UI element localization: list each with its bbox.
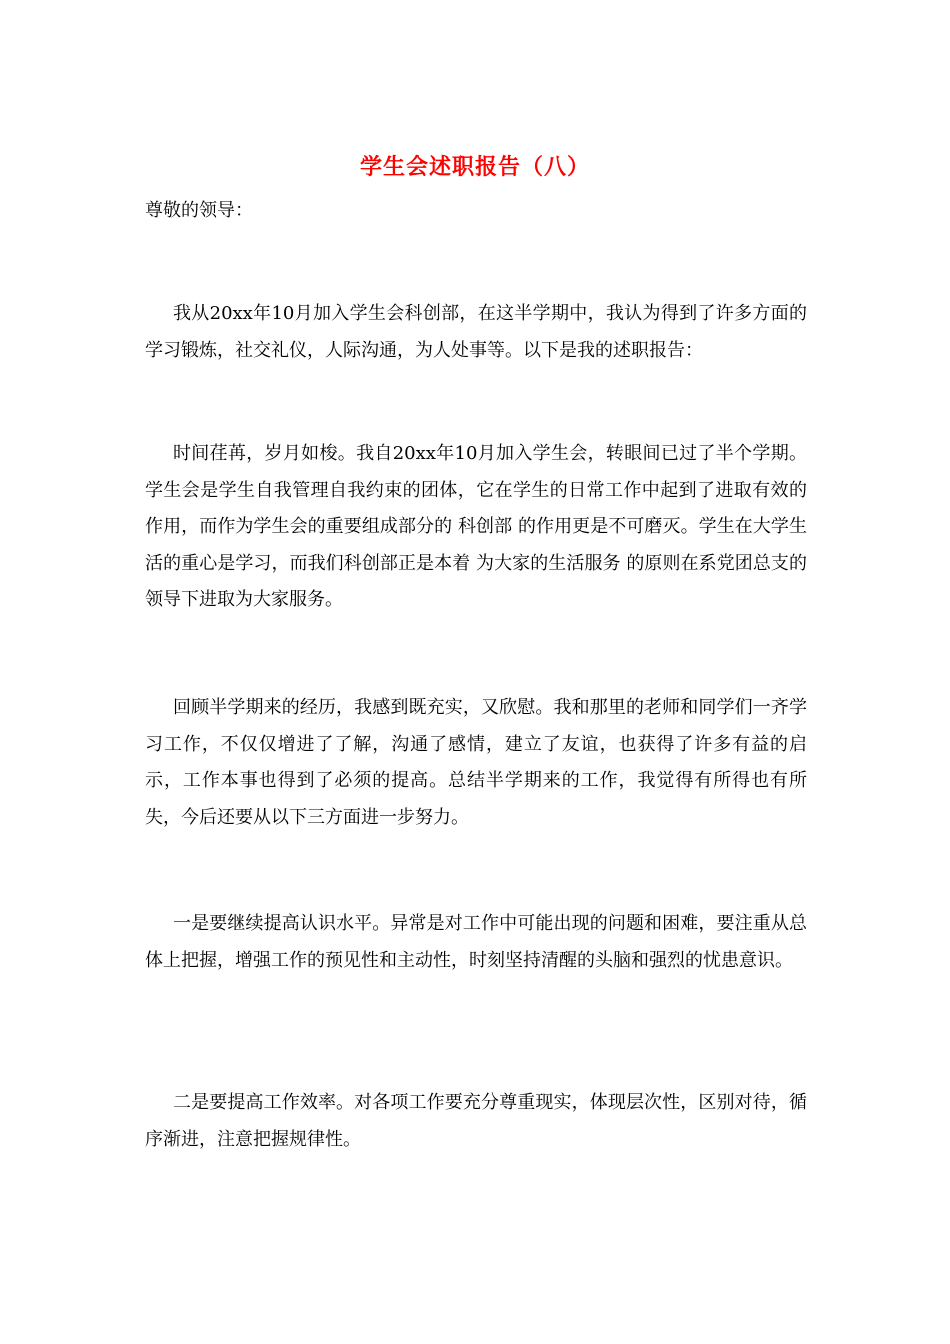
paragraph-review: 回顾半学期来的经历，我感到既充实，又欣慰。我和那里的老师和同学们一齐学习工作，不仅仅增进了了解，沟通了感情，建立了友谊，也获得了许多有益的启示，工作本事也得到了必须的提高。总结半学期来的工作，我觉得有所得也有所失，今后还要从以下三方面进一步努力。 xyxy=(145,697,807,828)
paragraph-intro: 我从20xx年10月加入学生会科创部，在这半学期中，我认为得到了许多方面的学习锻炼，社交礼仪，人际沟通，为人处事等。以下是我的述职报告： xyxy=(145,303,807,361)
paragraph-background: 时间荏苒，岁月如梭。我自20xx年10月加入学生会，转眼间已过了半个学期。学生会是学生自我管理自我约束的团体，它在学生的日常工作中起到了进取有效的作用，而作为学生会的重要组成部分的 科创部 的作用更是不可磨灭。学生在大学生活的重心是学习，而我们科创部正是本着 为大家的生活服务 的原则在系党团总支的领导下进取为大家服务。 xyxy=(145,443,807,610)
paragraph-point-two: 二是要提高工作效率。对各项工作要充分尊重现实，体现层次性，区别对待，循序渐进，注意把握规律性。 xyxy=(145,1092,807,1150)
document-title: 学生会述职报告（八） xyxy=(359,154,590,180)
salutation: 尊敬的领导： xyxy=(145,200,253,221)
paragraph-point-one: 一是要继续提高认识水平。异常是对工作中可能出现的问题和困难，要注重从总体上把握，增强工作的预见性和主动性，时刻坚持清醒的头脑和强烈的忧患意识。 xyxy=(145,913,807,971)
